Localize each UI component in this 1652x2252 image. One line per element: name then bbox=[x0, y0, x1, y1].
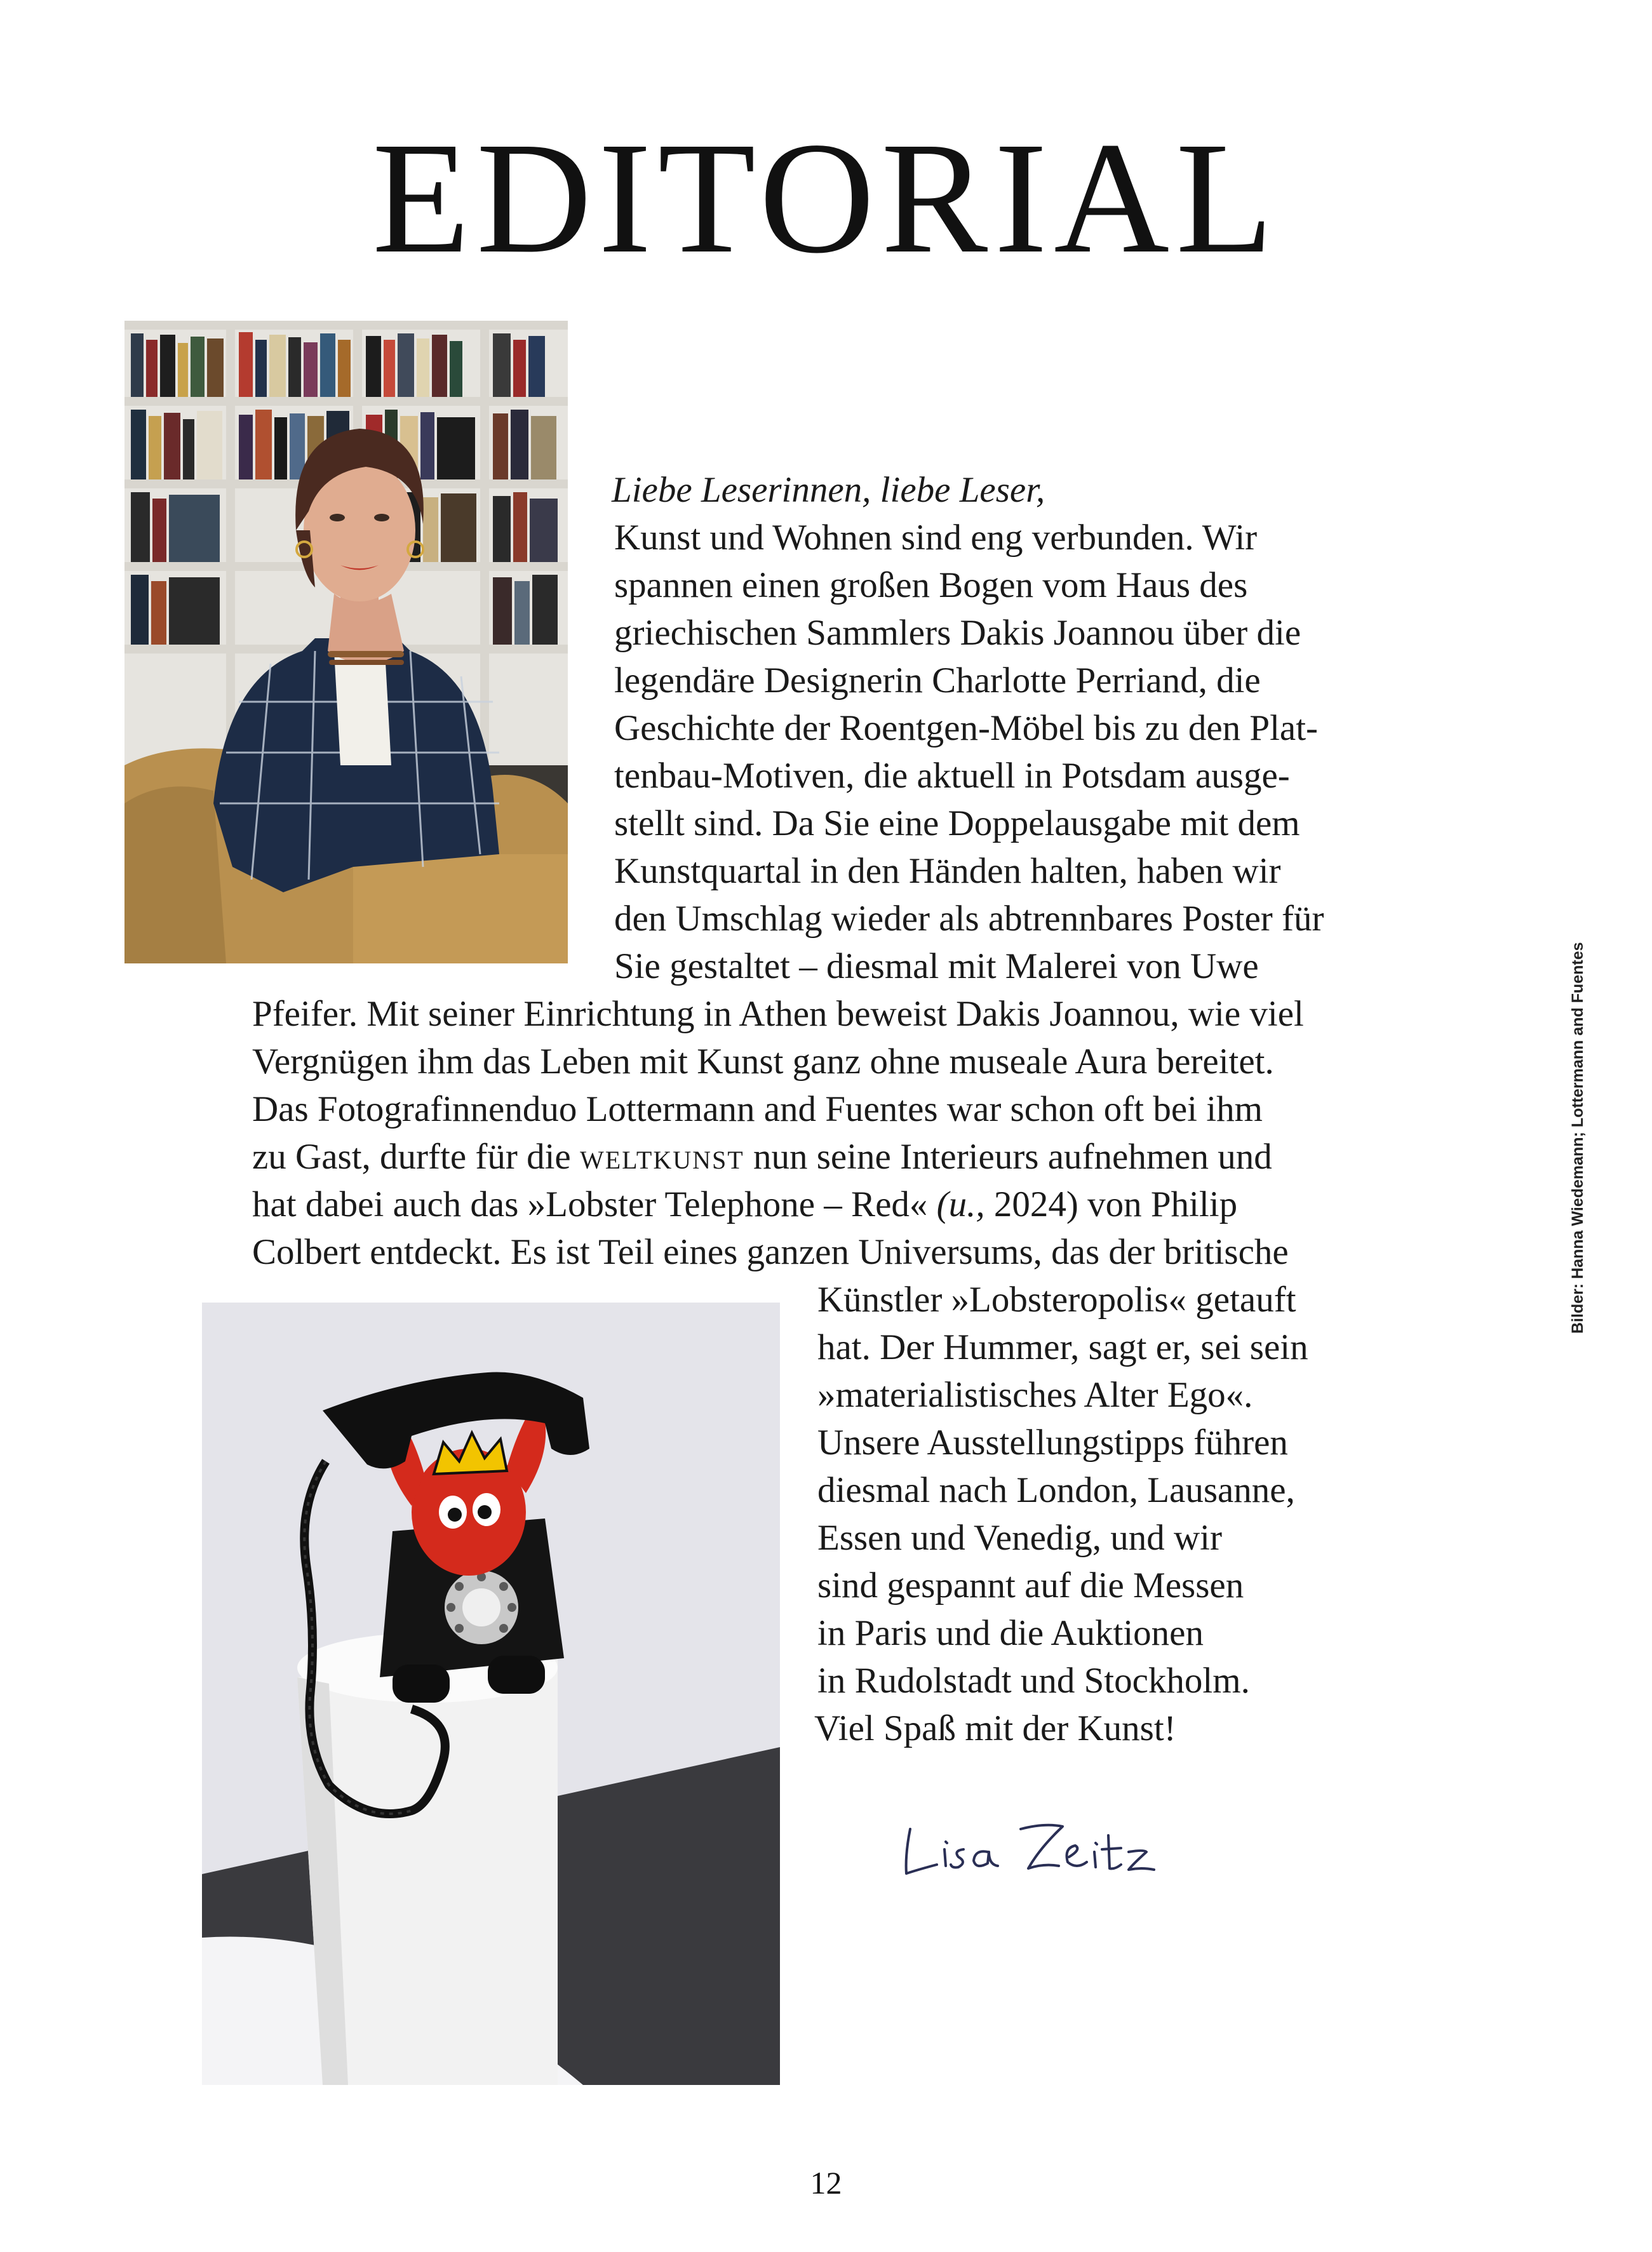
body-line: Kunstquartal in den Händen halten, haben wir bbox=[614, 851, 1281, 891]
page-title: EDITORIAL bbox=[372, 109, 1280, 286]
body-text: zu Gast, durfte für die bbox=[252, 1137, 580, 1177]
body-line: Sie gestaltet – diesmal mit Malerei von Uwe bbox=[614, 946, 1259, 986]
body-line: Essen und Venedig, und wir bbox=[817, 1518, 1222, 1558]
body-line: sind gespannt auf die Messen bbox=[817, 1565, 1244, 1605]
body-line: legendäre Designerin Charlotte Perriand, die bbox=[614, 660, 1261, 700]
body-text: 2024) von Philip bbox=[984, 1184, 1238, 1224]
body-line: Das Fotografinnenduo Lottermann and Fuentes war schon oft bei ihm bbox=[252, 1089, 1263, 1129]
body-line: Pfeifer. Mit seiner Einrichtung in Athen beweist Dakis Joannou, wie viel bbox=[252, 994, 1304, 1034]
body-line: Colbert entdeckt. Es ist Teil eines ganzen Universums, das der britische bbox=[252, 1232, 1289, 1272]
body-line: stellt sind. Da Sie eine Doppelausgabe mit dem bbox=[614, 803, 1300, 843]
body-line: diesmal nach London, Lausanne, bbox=[817, 1470, 1295, 1510]
body-line: griechischen Sammlers Dakis Joannou über die bbox=[614, 613, 1301, 653]
photo-credit: Bilder: Hanna Wiedemann; Lottermann and Fuentes bbox=[1569, 942, 1587, 1334]
body-line: in Paris und die Auktionen bbox=[817, 1613, 1204, 1653]
editor-portrait-photo bbox=[124, 321, 568, 963]
body-line: Kunst und Wohnen sind eng verbunden. Wir bbox=[614, 518, 1258, 558]
body-line: tenbau-Motiven, die aktuell in Potsdam ausge- bbox=[614, 756, 1290, 796]
image-reference: (u., bbox=[936, 1184, 985, 1224]
body-line: »materialistisches Alter Ego«. bbox=[817, 1375, 1253, 1415]
body-text: nun seine Interieurs aufnehmen und bbox=[744, 1137, 1272, 1177]
greeting: Liebe Leserinnen, liebe Leser, bbox=[612, 470, 1045, 510]
page-number: 12 bbox=[810, 2165, 842, 2201]
body-line bbox=[252, 1139, 1272, 1175]
signature-image bbox=[892, 1804, 1165, 1893]
body-line: hat. Der Hummer, sagt er, sei sein bbox=[817, 1327, 1308, 1367]
body-line: spannen einen großen Bogen vom Haus des bbox=[614, 565, 1248, 605]
body-line: in Rudolstadt und Stockholm. bbox=[817, 1661, 1250, 1701]
body-text: hat dabei auch das »Lobster Telephone – Red« bbox=[252, 1184, 937, 1224]
body-line: den Umschlag wieder als abtrennbares Poster für bbox=[614, 899, 1324, 939]
body-line: Künstler »Lobsteropolis« getauft bbox=[817, 1280, 1296, 1320]
body-line bbox=[252, 1186, 1237, 1223]
body-line: Geschichte der Roentgen-Möbel bis zu den Plat- bbox=[614, 708, 1319, 748]
magazine-name: weltkunst bbox=[579, 1137, 744, 1177]
lobster-telephone-photo bbox=[202, 1303, 780, 2085]
body-line: Vergnügen ihm das Leben mit Kunst ganz ohne museale Aura bereitet. bbox=[252, 1042, 1274, 1082]
body-line: Unsere Ausstellungstipps führen bbox=[817, 1423, 1288, 1463]
closing-line: Viel Spaß mit der Kunst! bbox=[814, 1708, 1176, 1748]
